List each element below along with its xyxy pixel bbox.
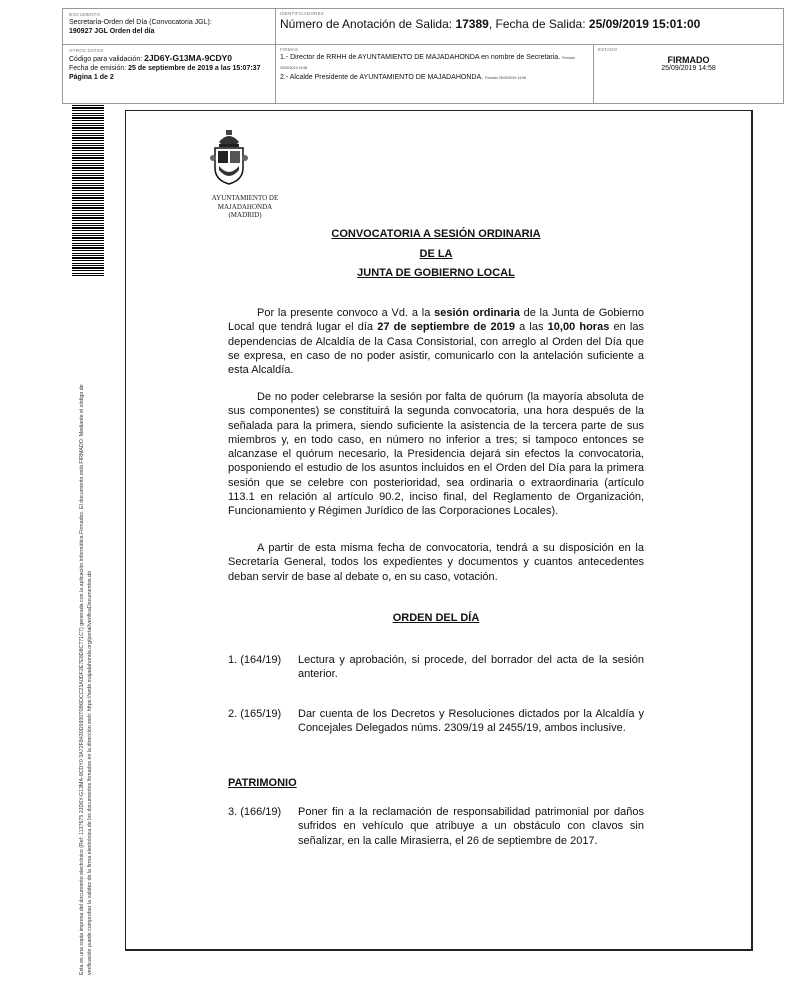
ayto-line-3: (MADRID) xyxy=(228,211,262,219)
agenda-item-3 xyxy=(228,805,644,848)
firma-2-date: Firmado 25/09/2019 14:58 xyxy=(485,76,527,80)
ayto-line-1: AYUNTAMIENTO DE xyxy=(211,194,279,202)
p1-hora: 10,00 horas xyxy=(547,321,610,334)
documento-subtitle: 190927 JGL Orden del día xyxy=(69,28,155,35)
barcode xyxy=(72,105,104,277)
side-text-line-2: verificación puede comprobar la validez de la firma electrónica de los documentos firmados en la dirección web: https://sede.majadahonda.org/portal/verificaDocumentos.do xyxy=(87,571,93,975)
agenda-item-number: 1. (164/19) xyxy=(228,654,282,666)
fecha-emision-value: 25 de septiembre de 2019 a las 15:07:37 xyxy=(128,65,261,72)
title-line-3: JUNTA DE GOBIERNO LOCAL xyxy=(357,267,515,279)
p1-a: Por la presente convoco a Vd. a la xyxy=(257,307,435,319)
side-text-line-1: Esta es una copia impresa del documento electrónico (Ref: 1137675 2JD6Y-G13MA-9CDY0 3A72F8430D5930T0B6DCC23A0DF2E7E8D8C771C7) generada con la aplicación informática Firmadoc. El documento está FIRMADO. Mediante el código de xyxy=(79,384,85,975)
identificadores-cell xyxy=(276,9,783,45)
fecha-emision-label: Fecha de emisión: xyxy=(69,65,127,72)
p1-c: de la Junta de Gobierno Local que tendrá lugar el día xyxy=(228,307,644,334)
orden-del-dia-title: ORDEN DEL DÍA xyxy=(392,612,480,624)
title-line-1: CONVOCATORIA A SESIÓN ORDINARIA xyxy=(331,228,541,240)
title-line-2: DE LA xyxy=(419,248,453,260)
firmas-label: FIRMAS xyxy=(280,47,299,52)
codigo-label: Código para validación: xyxy=(69,56,143,63)
fecha-emision xyxy=(69,64,269,73)
ayto-line-2: MAJADAHONDA xyxy=(217,202,273,211)
signature-header xyxy=(62,8,784,104)
otros-datos-cell xyxy=(63,45,276,103)
agenda-item-number: 3. (166/19) xyxy=(228,806,282,818)
firma-1-text: 1.- Director de RRHH de AYUNTAMIENTO DE MAJADAHONDA en nombre de Secretaria. xyxy=(280,54,561,61)
coat-of-arms-icon xyxy=(207,128,251,188)
section-patrimonio: PATRIMONIO xyxy=(228,777,297,789)
p1-sesion-ordinaria: sesión ordinaria xyxy=(434,307,520,319)
codigo-validacion xyxy=(69,54,269,64)
anotacion-text: Número de Anotación de Salida: 17389, Fecha de Salida: 25/09/2019 15:01:00 xyxy=(280,17,701,31)
firma-2 xyxy=(280,73,589,83)
firma-1 xyxy=(280,53,589,73)
otros-label: OTROS DATOS xyxy=(69,48,104,53)
agenda-item-text: Dar cuenta de los Decretos y Resoluciones dictados por la Alcaldía y Concejales Delegados núms. 2309/19 al 2455/19, ambos inclusive. xyxy=(298,708,644,735)
side-verification-text xyxy=(78,275,94,975)
codigo-value: 2JD6Y-G13MA-9CDY0 xyxy=(144,53,232,63)
documento-cell xyxy=(63,9,276,45)
p1-e: a las xyxy=(514,321,548,334)
ayuntamiento-label xyxy=(185,194,305,220)
estado-label: ESTADO xyxy=(598,47,618,52)
firmas-cell xyxy=(276,45,594,103)
paragraph-quorum: De no poder celebrarse la sesión por falta de quórum (la mayoría absoluta de sus componentes) se constituirá la segunda convocatoria, una hora después de la señalada para la primera, siendo suficiente la asistencia de la tercera parte de sus miembros y, en todo caso, en número no inferior a tres; si tampoco entonces se alcanzase el quórum necesario, la Presidencia dejará sin efectos la convocatoria, posponiendo el estudio de los asuntos incluidos en el Orden del Día para la primera sesión que se celebre con posterioridad, sea ordinaria o extraordinaria (artículo 113.1 en relación al artículo 90.2, inciso final, del Reglamento de Organización, Funcionamiento y Régimen Jurídico de las Corporaciones Locales). xyxy=(228,391,644,518)
identificadores-label: IDENTIFICADORES xyxy=(280,11,325,16)
p1-fecha: 27 de septiembre de 2019 xyxy=(377,321,515,334)
pagina: Página 1 de 2 xyxy=(69,74,114,81)
paragraph-convocatoria xyxy=(228,306,644,377)
agenda-item-number: 2. (165/19) xyxy=(228,708,282,720)
agenda-item-1 xyxy=(228,653,644,682)
agenda-item-text: Poner fin a la reclamación de responsabilidad patrimonial por daños sufridos en vehículo que atribuye a un obstáculo con clavos sin señalizar, en la calle Mirasierra, el 26 de septiembre de 2017. xyxy=(298,806,644,847)
agenda-item-text: Lectura y aprobación, si procede, del borrador del acta de la sesión anterior. xyxy=(298,654,644,681)
paragraph-disposicion: A partir de esta misma fecha de convocatoria, tendrá a su disposición en la Secretaría General, todos los expedientes y documentos y cuantos antecedentes deban servir de base al debate o, en su caso, votación. xyxy=(228,542,644,583)
firma-2-text: 2.- Alcalde Presidente de AYUNTAMIENTO DE MAJADAHONDA. xyxy=(280,74,484,81)
p1-g: en las dependencias de Alcaldía de la Casa Consistorial, con arreglo al Orden del Día que se expresa, en caso de no poder asistir, comunicarlo con la antelación suficiente a esta Alcaldía. xyxy=(228,321,644,377)
estado-cell xyxy=(594,45,783,103)
firma-1-date: Firmado 25/09/2019 14:58 xyxy=(280,56,575,70)
estado-value: FIRMADO xyxy=(667,55,710,65)
documento-label: DOCUMENTO xyxy=(69,12,101,17)
estado-fecha: 25/09/2019 14:58 xyxy=(661,65,716,72)
agenda-item-2 xyxy=(228,707,644,736)
anotacion-salida xyxy=(280,17,779,31)
documento-title: Secretaría-Orden del Día (Convocatoria JGL): xyxy=(69,19,212,26)
